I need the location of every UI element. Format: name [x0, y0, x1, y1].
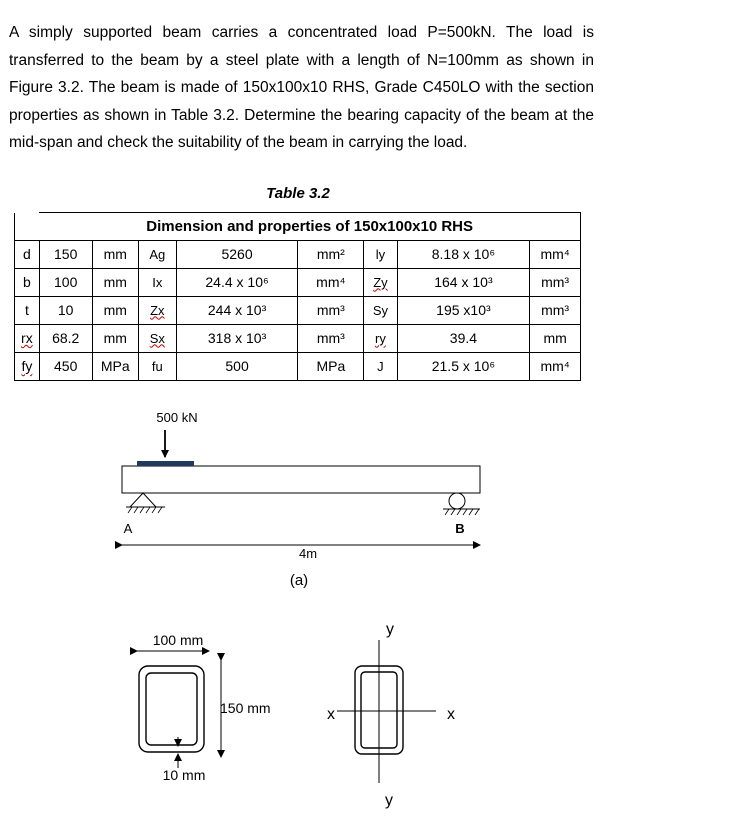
table-header: Dimension and properties of 150x100x10 RHS [39, 213, 580, 241]
table-cell: 150 [39, 240, 92, 268]
table-cell: mm [530, 324, 581, 352]
table-cell: 450 [39, 352, 92, 380]
table-cell: ly [364, 240, 397, 268]
table-cell: 68.2 [39, 324, 92, 352]
table-cell: 318 x 10³ [176, 324, 298, 352]
table-cell-text: Sx [149, 330, 165, 346]
table-cell: fu [138, 352, 176, 380]
axis-y-top-label: y [386, 621, 394, 638]
table-cell: mm [92, 296, 138, 324]
table-cell: 39.4 [397, 324, 530, 352]
table-cell: 24.4 x 10⁶ [176, 268, 298, 296]
load-label: 500 kN [156, 410, 198, 425]
beam [122, 466, 480, 493]
table-caption: Table 3.2 [266, 185, 330, 202]
axis-x-left-label: x [327, 706, 335, 723]
table-cell: Ag [138, 240, 176, 268]
table-cell: mm⁴ [530, 352, 581, 380]
table-cell: mm³ [530, 296, 581, 324]
table-cell: mm⁴ [530, 240, 581, 268]
figure-caption: (a) [289, 572, 309, 589]
pin-support-a [126, 493, 165, 513]
table-cell-text: Zy [373, 274, 388, 290]
table-cell: mm³ [298, 324, 364, 352]
table-cell: mm³ [298, 296, 364, 324]
table-cell: J [364, 352, 397, 380]
rhs-inner [146, 673, 197, 745]
table-cell: 10 [39, 296, 92, 324]
table-cell: mm [92, 268, 138, 296]
table-cell: 8.18 x 10⁶ [397, 240, 530, 268]
table-cell: mm⁴ [298, 268, 364, 296]
support-a-label: A [123, 521, 133, 536]
table-cell: 164 x 10³ [397, 268, 530, 296]
table-cell: 244 x 10³ [176, 296, 298, 324]
table-cell-text: rx [21, 330, 33, 346]
table-cell: MPa [298, 352, 364, 380]
table-cell: mm² [298, 240, 364, 268]
table-cell: 100 [39, 268, 92, 296]
span-label: 4m [298, 546, 318, 561]
table-cell: mm [92, 324, 138, 352]
table-cell-text: fy [21, 358, 33, 374]
table-cell: mm³ [530, 268, 581, 296]
roller-support-b [443, 493, 480, 515]
problem-statement: A simply supported beam carries a concentrated load P=500kN. The load is transferred to the beam by a steel plate with a length of N=100mm as shown in Figure 3.2. The beam is made of 150x100x10 RHS, Grade C450LO with the section properties as shown in Table 3.2. Determine the bearing capacity of the beam at the mid-span and check the suitability of the beam in carrying the load. [9, 24, 594, 152]
table-cell: mm [92, 240, 138, 268]
table-cell: 195 x10³ [397, 296, 530, 324]
table-cell-text: ry [375, 330, 386, 346]
table-cell: Ix [138, 268, 176, 296]
table-cell: b [15, 268, 40, 296]
table-cell: 21.5 x 10⁶ [397, 352, 530, 380]
table-cell: Sy [364, 296, 397, 324]
table-cell: 5260 [176, 240, 298, 268]
table-cell: 500 [176, 352, 298, 380]
height-label: 150 mm [220, 700, 271, 716]
thickness-label: 10 mm [162, 767, 206, 783]
bearing-plate [137, 461, 194, 466]
table-cell: d [15, 240, 40, 268]
width-label: 100 mm [152, 632, 204, 648]
table-cell: MPa [92, 352, 138, 380]
table-cell: t [15, 296, 40, 324]
axis-x-right-label: x [447, 706, 455, 723]
support-b-label: B [455, 521, 465, 536]
axis-y-bottom-label: y [385, 792, 393, 809]
table-cell-text: Zx [150, 302, 165, 318]
